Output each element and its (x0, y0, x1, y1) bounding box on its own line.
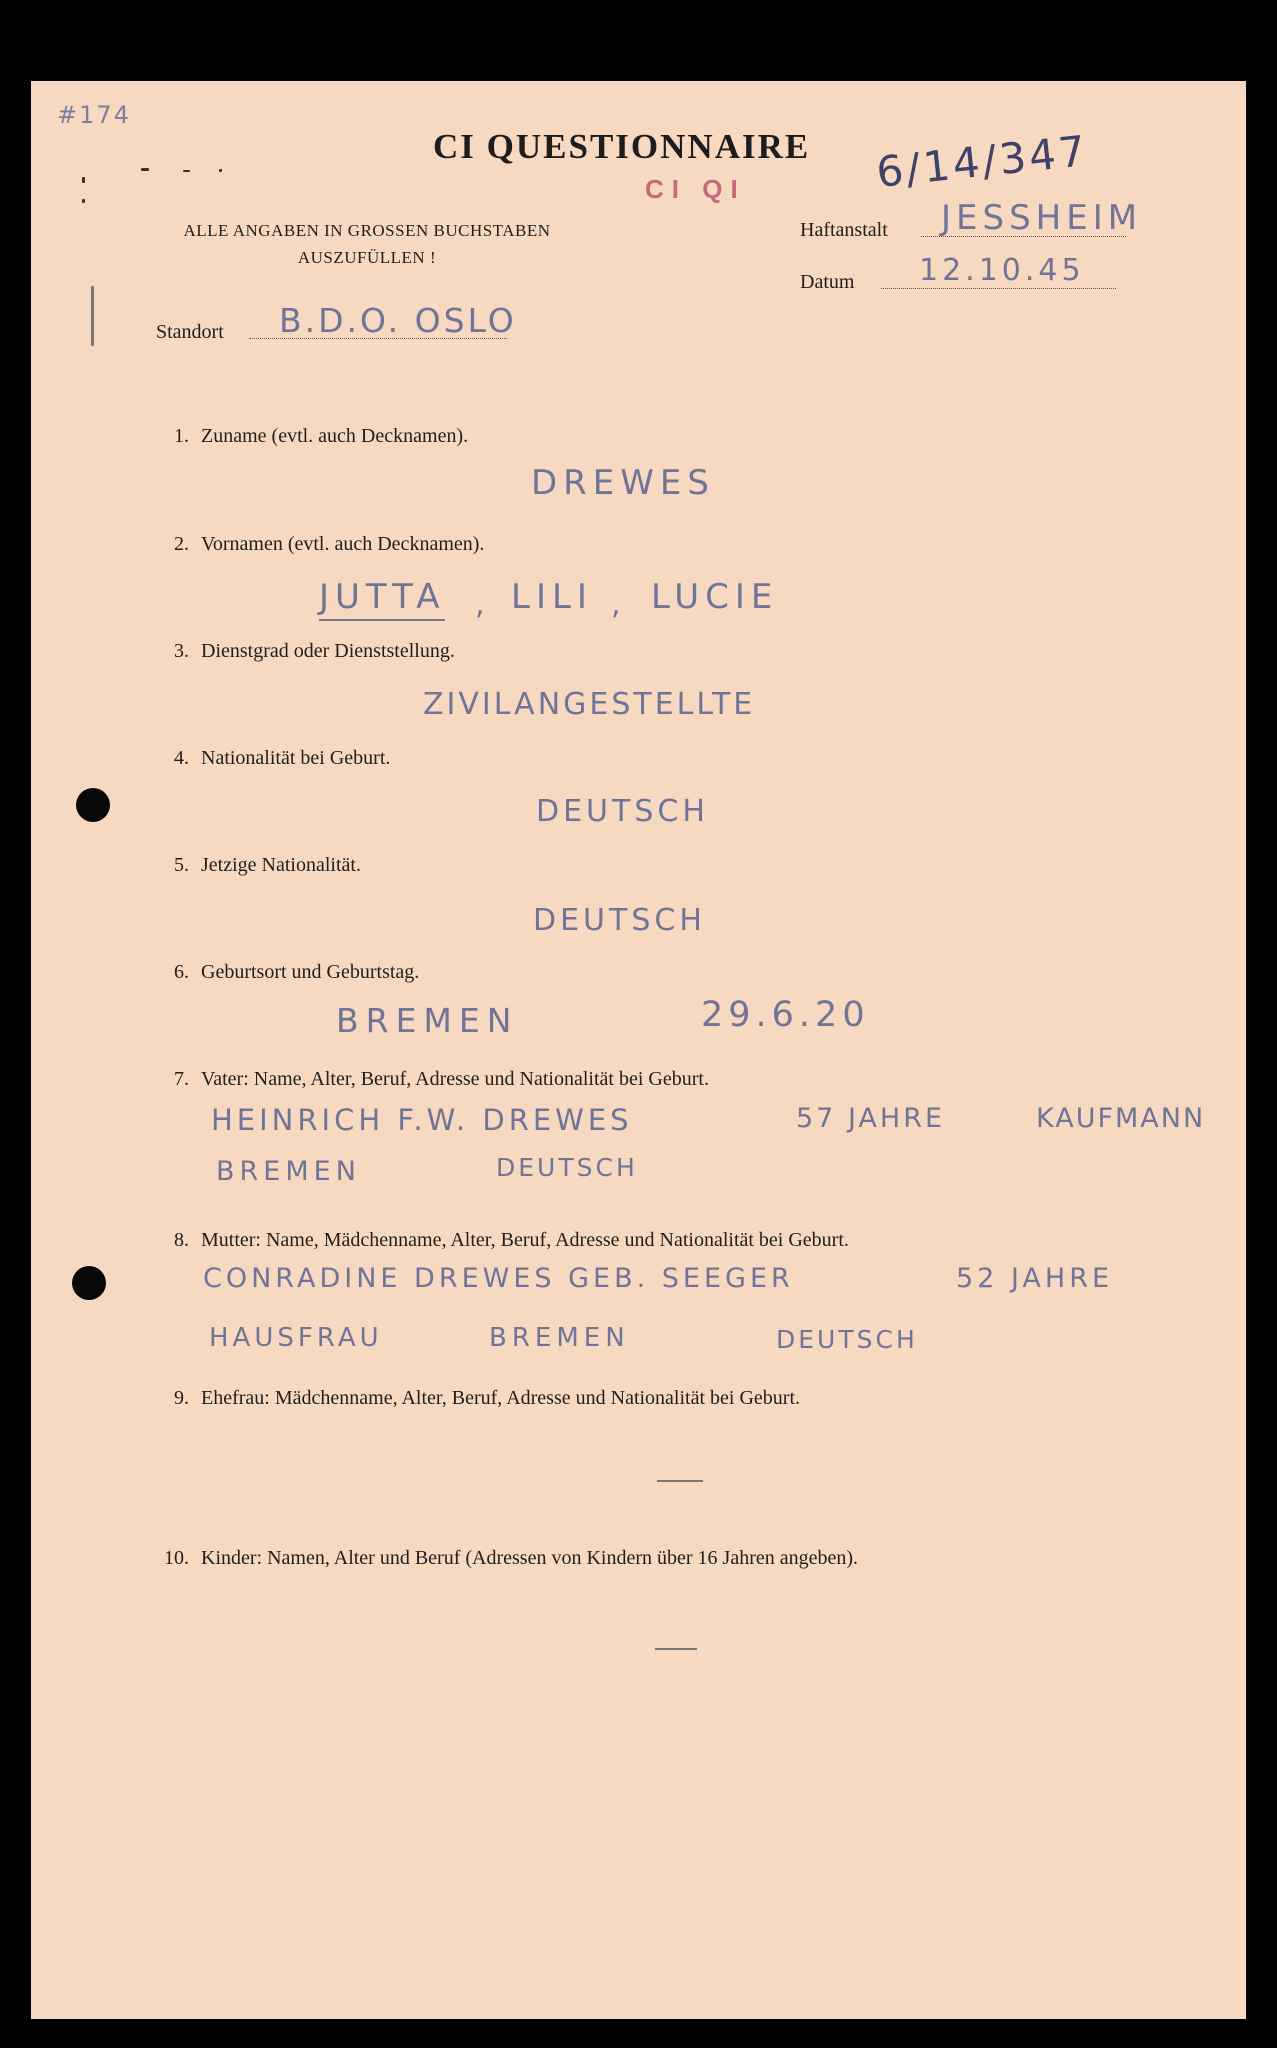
answer-mother-name: CONRADINE DREWES GEB. SEEGER (203, 1263, 794, 1294)
question-3 (151, 640, 455, 663)
question-9 (151, 1387, 800, 1410)
answer-mother-age: 52 JAHRE (956, 1263, 1114, 1294)
question-number: 8. (174, 1229, 189, 1251)
speck-mark (141, 168, 149, 171)
datum-dotted-line (881, 288, 1116, 289)
question-label: Geburtsort und Geburtstag. (201, 961, 420, 983)
answer-firstname-3: LUCIE (651, 577, 779, 617)
question-number: 4. (174, 747, 189, 769)
question-8 (151, 1229, 849, 1252)
question-label: Zuname (evtl. auch Decknamen). (201, 425, 469, 447)
answer-father-nationality: DEUTSCH (496, 1153, 638, 1182)
empty-answer-dash (657, 1480, 703, 1482)
page-title: CI QUESTIONNAIRE (433, 127, 811, 166)
empty-answer-dash (655, 1648, 697, 1650)
ci-stamp: CI QI (645, 174, 746, 204)
haftanstalt-label: Haftanstalt (800, 219, 888, 241)
question-number: 10. (164, 1547, 189, 1569)
speck-mark (91, 286, 94, 346)
question-1 (151, 425, 468, 448)
standort-value: B.D.O. OSLO (279, 301, 517, 340)
answer-firstname-1: JUTTA (319, 577, 445, 621)
question-5 (151, 854, 361, 877)
questionnaire-page (31, 81, 1246, 2019)
question-label: Mutter: Name, Mädchenname, Alter, Beruf, Adresse und Nationalität bei Geburt. (201, 1229, 849, 1251)
question-number: 6. (174, 961, 189, 983)
standort-label: Standort (156, 321, 224, 343)
comma-separator: , (475, 587, 485, 622)
archive-number: #174 (57, 101, 131, 129)
answer-mother-job: HAUSFRAU (209, 1323, 383, 1353)
punch-hole (72, 1266, 106, 1300)
answer-father-job: KAUFMANN (1036, 1103, 1206, 1134)
speck-mark (82, 199, 85, 203)
question-4 (151, 747, 390, 770)
file-number: 6/14/347 (874, 126, 1091, 197)
answer-father-age: 57 JAHRE (796, 1103, 946, 1134)
question-number: 9. (174, 1387, 189, 1409)
question-number: 7. (174, 1068, 189, 1090)
question-label: Vornamen (evtl. auch Decknamen). (201, 533, 485, 555)
answer-father-city: BREMEN (216, 1156, 361, 1187)
question-number: 5. (174, 854, 189, 876)
answer-birthplace: BREMEN (336, 1001, 519, 1040)
question-number: 2. (174, 533, 189, 555)
answer-mother-city: BREMEN (489, 1323, 630, 1353)
question-label: Dienstgrad oder Dienststellung. (201, 640, 455, 662)
question-6 (151, 961, 419, 984)
question-label: Jetzige Nationalität. (201, 854, 361, 876)
speck-mark (82, 177, 85, 183)
question-2 (151, 533, 484, 556)
answer-nationality-birth: DEUTSCH (536, 794, 709, 829)
question-label: Nationalität bei Geburt. (201, 747, 391, 769)
answer-mother-nationality: DEUTSCH (776, 1325, 918, 1354)
haftanstalt-value: JESSHEIM (941, 198, 1143, 238)
question-label: Kinder: Namen, Alter und Beruf (Adressen von Kindern über 16 Jahren angeben). (201, 1547, 859, 1569)
instruction-line-1: ALLE ANGABEN IN GROSSEN BUCHSTABEN (183, 221, 551, 240)
answer-surname: DREWES (531, 463, 715, 503)
question-7 (151, 1068, 709, 1091)
question-label: Vater: Name, Alter, Beruf, Adresse und Nationalität bei Geburt. (201, 1068, 709, 1090)
answer-father-name: HEINRICH F.W. DREWES (211, 1103, 633, 1137)
comma-separator: , (611, 587, 621, 622)
question-number: 3. (174, 640, 189, 662)
answer-nationality-current: DEUTSCH (533, 903, 706, 938)
instruction-line-2: AUSZUFÜLLEN ! (297, 248, 437, 267)
datum-value: 12.10.45 (919, 253, 1085, 288)
question-label: Ehefrau: Mädchenname, Alter, Beruf, Adresse und Nationalität bei Geburt. (201, 1387, 801, 1409)
datum-label: Datum (800, 271, 855, 293)
answer-rank: ZIVILANGESTELLTE (423, 687, 756, 722)
question-10 (151, 1547, 858, 1570)
answer-birthdate: 29.6.20 (701, 995, 870, 1035)
speck-mark (219, 169, 222, 172)
question-number: 1. (174, 425, 189, 447)
speck-mark (183, 170, 190, 172)
punch-hole (76, 788, 110, 822)
answer-firstname-2: LILI (511, 577, 593, 617)
